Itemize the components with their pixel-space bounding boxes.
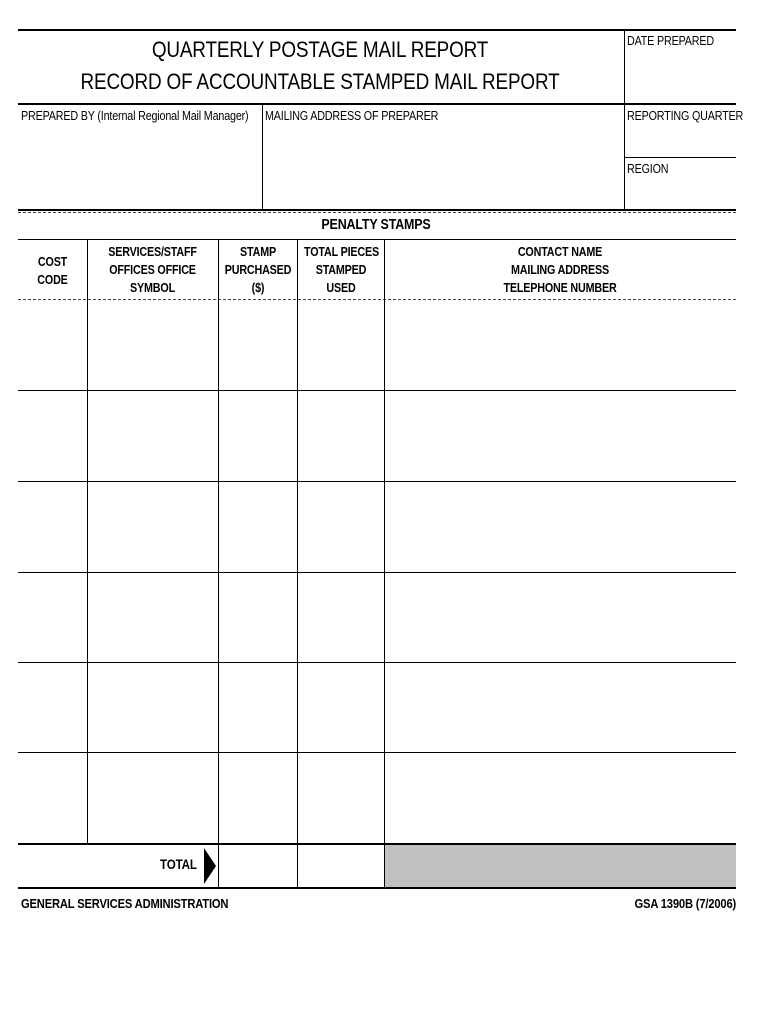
services-staff-cell[interactable] bbox=[88, 664, 217, 751]
total-bottom-line bbox=[18, 887, 736, 889]
row-line-4 bbox=[18, 662, 736, 663]
form-title-line1: QUARTERLY POSTAGE MAIL REPORT bbox=[151, 37, 489, 62]
cost-code-cell[interactable] bbox=[19, 483, 86, 571]
title-bottom-line bbox=[18, 103, 736, 105]
cost-code-cell[interactable] bbox=[19, 664, 86, 751]
contact-cell[interactable] bbox=[385, 483, 735, 571]
contact-cell[interactable] bbox=[385, 754, 735, 842]
reporting-quarter-field[interactable] bbox=[626, 127, 735, 156]
date-prepared-divider bbox=[624, 29, 625, 210]
prepared-by-divider bbox=[262, 105, 263, 210]
total-label: TOTAL bbox=[160, 857, 197, 872]
cost-code-cell[interactable] bbox=[19, 392, 86, 480]
total-shaded-area bbox=[385, 845, 736, 887]
col-cost-code: COST CODE bbox=[37, 255, 68, 287]
total-pieces-cell[interactable] bbox=[298, 664, 383, 751]
services-staff-cell[interactable] bbox=[88, 392, 217, 480]
section-title-line bbox=[18, 239, 736, 240]
footer-form-number: GSA 1390B (7/2006) bbox=[634, 896, 736, 911]
prepared-by-field[interactable] bbox=[20, 128, 260, 208]
total-arrow-icon bbox=[204, 848, 216, 884]
total-stamp-purchased-field[interactable] bbox=[219, 846, 296, 886]
services-staff-cell[interactable] bbox=[88, 483, 217, 571]
form-title-line2: RECORD OF ACCOUNTABLE STAMPED MAIL REPORT bbox=[80, 69, 560, 94]
header-bottom-dashed-line bbox=[18, 299, 736, 300]
stamp-purchased-cell[interactable] bbox=[219, 301, 296, 389]
row-line-1 bbox=[18, 390, 736, 391]
date-prepared-field[interactable] bbox=[626, 52, 735, 102]
stamp-purchased-cell[interactable] bbox=[219, 664, 296, 751]
footer-agency: GENERAL SERVICES ADMINISTRATION bbox=[21, 896, 229, 911]
total-pieces-cell[interactable] bbox=[298, 392, 383, 480]
region-label: REGION bbox=[627, 162, 669, 176]
row-line-3 bbox=[18, 572, 736, 573]
total-pieces-cell[interactable] bbox=[298, 754, 383, 842]
stamp-purchased-cell[interactable] bbox=[219, 574, 296, 661]
total-pieces-cell[interactable] bbox=[298, 301, 383, 389]
top-border bbox=[18, 29, 736, 31]
col-stamp-purchased: STAMP PURCHASED ($) bbox=[224, 245, 292, 295]
date-prepared-label: DATE PREPARED bbox=[627, 34, 714, 48]
section-title: PENALTY STAMPS bbox=[321, 217, 431, 233]
region-field[interactable] bbox=[626, 180, 735, 208]
services-staff-cell[interactable] bbox=[88, 301, 217, 389]
contact-cell[interactable] bbox=[385, 392, 735, 480]
section-top-line bbox=[18, 209, 736, 211]
mailing-address-field[interactable] bbox=[264, 128, 622, 208]
col-total-pieces: TOTAL PIECES STAMPED USED bbox=[304, 245, 380, 295]
col-contact: CONTACT NAME MAILING ADDRESS TELEPHONE NUMBER bbox=[503, 245, 617, 295]
total-pieces-cell[interactable] bbox=[298, 574, 383, 661]
quarter-region-divider bbox=[624, 157, 736, 158]
row-line-2 bbox=[18, 481, 736, 482]
stamp-purchased-cell[interactable] bbox=[219, 392, 296, 480]
row-line-5 bbox=[18, 752, 736, 753]
stamp-purchased-cell[interactable] bbox=[219, 754, 296, 842]
section-dashed-line bbox=[18, 212, 736, 213]
cost-code-cell[interactable] bbox=[19, 754, 86, 842]
stamp-purchased-cell[interactable] bbox=[219, 483, 296, 571]
services-staff-cell[interactable] bbox=[88, 574, 217, 661]
total-pieces-cell[interactable] bbox=[298, 483, 383, 571]
cost-code-cell[interactable] bbox=[19, 574, 86, 661]
contact-cell[interactable] bbox=[385, 574, 735, 661]
mailing-address-label: MAILING ADDRESS OF PREPARER bbox=[265, 109, 439, 123]
services-staff-cell[interactable] bbox=[88, 754, 217, 842]
contact-cell[interactable] bbox=[385, 301, 735, 389]
col-services-staff: SERVICES/STAFF OFFICES OFFICE SYMBOL bbox=[108, 245, 197, 295]
reporting-quarter-label: REPORTING QUARTER bbox=[627, 109, 744, 123]
contact-cell[interactable] bbox=[385, 664, 735, 751]
cost-code-cell[interactable] bbox=[19, 301, 86, 389]
prepared-by-label: PREPARED BY (Internal Regional Mail Manager) bbox=[21, 109, 249, 123]
total-pieces-field[interactable] bbox=[298, 846, 383, 886]
